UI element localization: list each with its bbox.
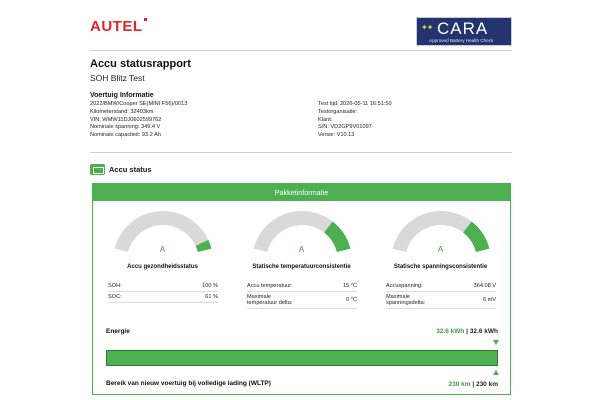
energy-separator: |: [464, 328, 470, 335]
metric-divider: [108, 291, 218, 292]
metric-value: 6 mV: [482, 297, 496, 303]
metric-divider: [247, 291, 357, 292]
gauge-chart: [243, 209, 361, 264]
gauge-grade: A: [437, 245, 444, 254]
temperature-consistency-card: [235, 201, 368, 311]
range-marker-icon: [493, 370, 499, 375]
voltage-consistency-card: [374, 201, 507, 311]
vehicle-info-line: Klant:: [318, 116, 333, 123]
range-value: [448, 381, 498, 388]
stars-icon: ✦✦: [421, 23, 433, 32]
pack-info-heading: Pakketinformatie: [93, 184, 510, 201]
metric-divider: [386, 308, 496, 309]
metric-label: Accuspanning:: [386, 283, 423, 289]
autel-logo: AUTEL: [90, 18, 147, 35]
energy-bar: [106, 350, 498, 366]
gauge-chart: [382, 209, 500, 264]
range-separator: |: [470, 381, 476, 388]
card-title: Accu gezondheidsstatus: [127, 264, 198, 270]
metric-divider: [247, 308, 357, 309]
energy-total: 32.6 kWh: [469, 328, 498, 335]
range-label: Bereik van nieuw voertuig bij volledige lading (WLTP): [106, 380, 271, 387]
accu-status-label: Accu status: [109, 164, 152, 174]
metric-label: SOH:: [108, 283, 122, 289]
vehicle-info-line: Versie: V10.13: [318, 132, 355, 139]
metric-label: Accu temperatuur:: [247, 283, 293, 289]
vehicle-info-line: Nominale spanning: 349.4 V: [90, 124, 161, 131]
metric-value: 15 °C: [342, 283, 357, 289]
range-total: 230 km: [475, 381, 498, 388]
metric-label: Maximale temperatuur delta:: [247, 294, 293, 307]
gauge-grade: A: [298, 245, 305, 254]
vehicle-info-line: S/N: VD2GP9V01097: [318, 124, 372, 131]
info-divider: [90, 152, 512, 153]
range-current: 230 km: [448, 381, 471, 388]
vehicle-info-line: 2022/BMW/Cooper SE(MINI F56)/0013: [90, 101, 188, 107]
battery-icon: [90, 164, 105, 175]
metric-value: 61 %: [205, 294, 218, 300]
vehicle-info-line: Test tijd: 2026-05-11 16:51:50: [318, 101, 392, 107]
health-status-card: [96, 201, 229, 311]
metric-value: 100 %: [202, 283, 218, 289]
vehicle-info-line: VIN: WMW11DJ0602599762: [90, 116, 162, 123]
metric-divider: [108, 302, 218, 303]
accu-status-row: [90, 162, 152, 176]
page-subtitle: SOH Blitz Test: [90, 73, 145, 83]
cara-badge-tagline: Approved Battery Health Check: [429, 38, 494, 43]
cara-badge-name: CARA: [437, 19, 489, 38]
card-title: Statische temperatuurconsistentie: [252, 264, 351, 270]
energy-marker-icon: [493, 340, 499, 345]
report-header: [0, 0, 600, 52]
energy-current: 32.6 kWh: [436, 328, 465, 335]
header-divider: [90, 50, 512, 51]
energy-value: [436, 328, 498, 335]
metric-divider: [386, 291, 496, 292]
gauge-grade: A: [159, 245, 166, 254]
energy-label: Energie: [106, 328, 130, 335]
vehicle-info-right: [318, 101, 392, 140]
gauge-chart: [104, 209, 222, 264]
metric-label: Maximale spanningsdelta:: [386, 294, 426, 307]
metric-value: 0 °C: [346, 297, 357, 303]
cara-badge: [416, 17, 512, 46]
vehicle-info-left: [90, 101, 187, 140]
metric-value: 364.08 V: [473, 283, 496, 289]
page-title: Accu statusrapport: [90, 58, 191, 70]
vehicle-info-line: Nominale capaciteit: 93.2 Ah: [90, 132, 161, 139]
vehicle-info-line: Testorganisatie:: [318, 108, 358, 115]
card-title: Statische spanningsconsistentie: [393, 264, 488, 270]
vehicle-info-line: Kilometerstand: 32403km: [90, 108, 154, 115]
metric-label: SOC:: [108, 294, 122, 300]
vehicle-info-heading: Voertuig Informatie: [90, 92, 154, 99]
